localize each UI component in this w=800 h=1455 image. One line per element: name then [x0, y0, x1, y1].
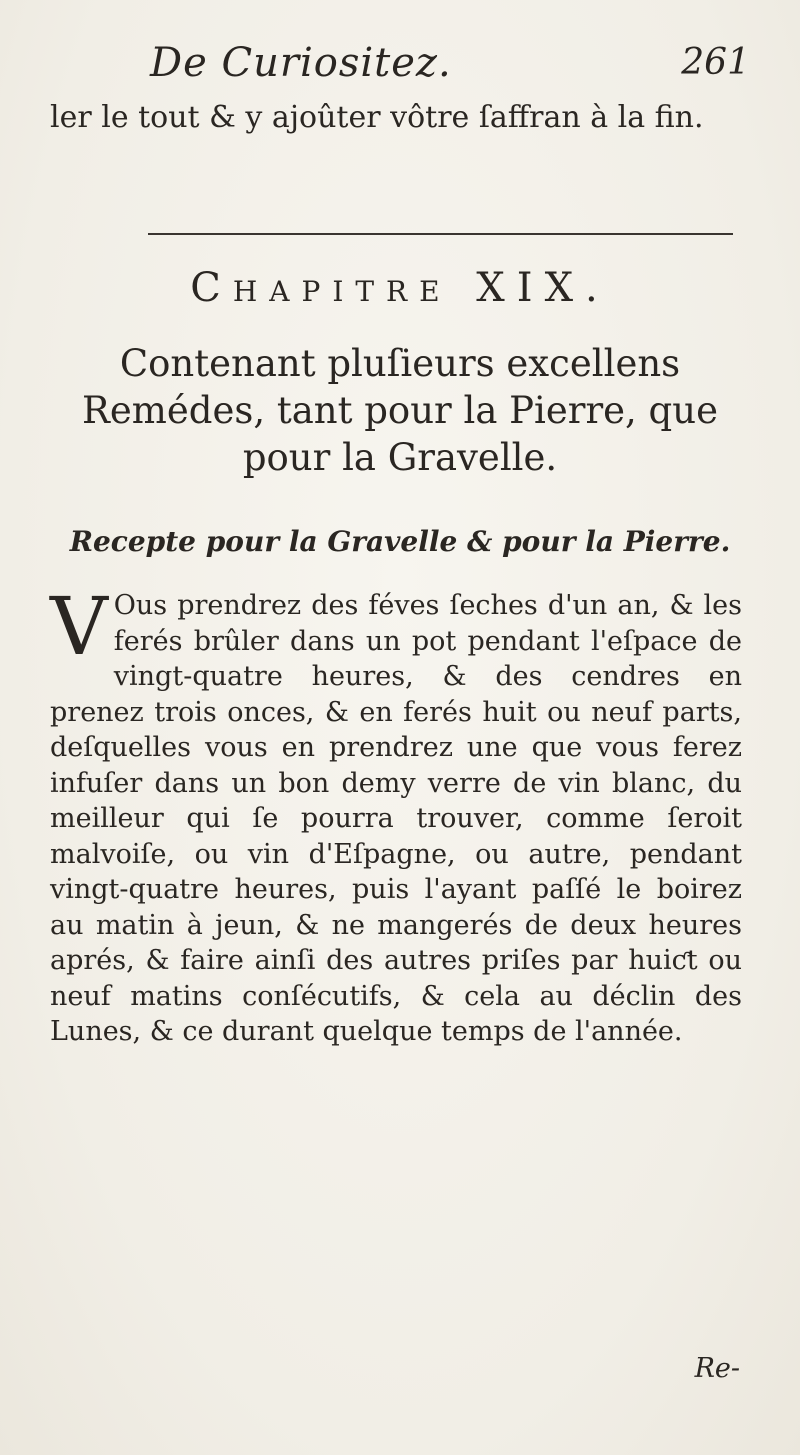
section-divider [148, 233, 733, 235]
recipe-body-text: Ous prendrez des féves ſeches d'un an, & les ferés brûler dans un pot pendant l'eſpace de vingt-quatre heures, & des cendres en prenez trois onces, & en ferés huit ou neuf parts, deſquelles vous en prendrez une que vous ferez infuſer dans un bon demy verre de vin blanc, du meilleur qui ſe pourra trouver, comme ſeroit malvoiſe, ou vin d'Eſpagne, ou autre, pendant vingt-quatre heures, puis l'ayant paſſé le boirez au matin à jeun, & ne mangerés de deux heures aprés, & faire ainſi des autres priſes par huiƈt ou neuf matins conſécutifs, & cela au déclin des Lunes, & ce durant quelque temps de l'année. [50, 590, 742, 1047]
chapter-title: Contenant pluſieurs excellens Remédes, tant pour la Pierre, que pour la Gravelle. [82, 342, 718, 479]
chapter-heading: Chapitre XIX. [190, 265, 610, 311]
recipe-body [50, 580, 742, 1050]
carried-over-text: ler le tout & y ajoûter vôtre ſaffran à la fin. [50, 100, 704, 135]
running-title: De Curiositez. [150, 40, 452, 86]
recipe-title: Recepte pour la Gravelle & pour la Pierre. [69, 525, 731, 558]
drop-cap: V [50, 580, 108, 673]
running-head [150, 40, 750, 100]
catchword: Re- [694, 1353, 740, 1384]
page-number: 261 [681, 42, 750, 83]
